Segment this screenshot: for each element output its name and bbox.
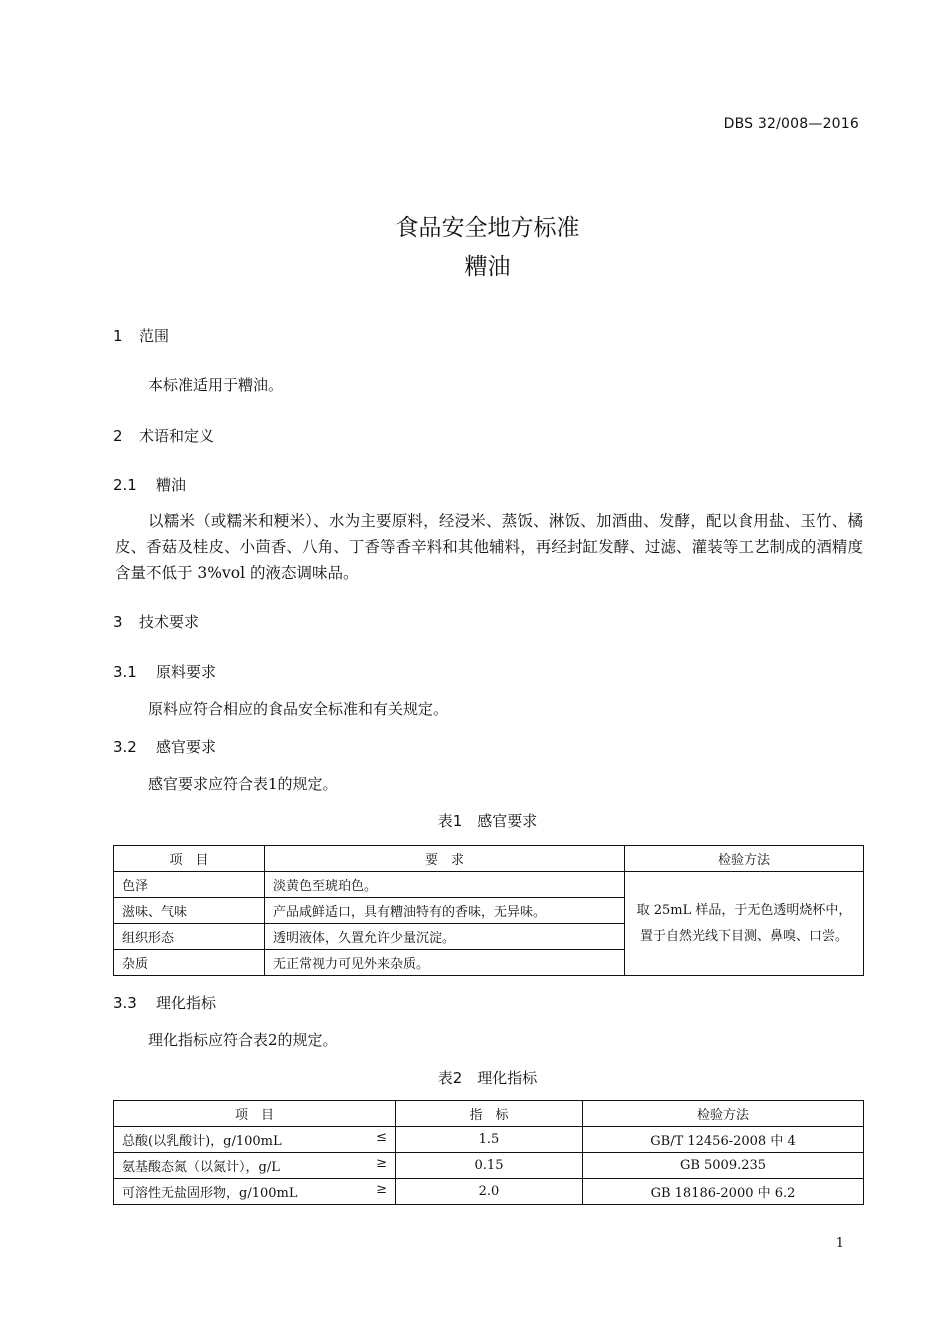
- table-cell-value: 2.0: [396, 1179, 583, 1205]
- document-code: DBS 32/008—2016: [723, 116, 859, 132]
- table-header-cell: 项 目: [114, 1101, 396, 1127]
- table-cell-requirement: 透明液体，久置允许少量沉淀。: [265, 924, 625, 950]
- section-1-text: 本标准适用于糟油。: [148, 376, 284, 394]
- table-header-row: [114, 1101, 864, 1127]
- section-number: 3.2: [113, 738, 137, 756]
- table-cell-method: GB 5009.235: [583, 1153, 864, 1179]
- section-number: 2.1: [113, 476, 137, 494]
- section-title: 理化指标: [156, 994, 217, 1012]
- table-cell-value: 0.15: [396, 1153, 583, 1179]
- table-cell-item: 色泽: [114, 872, 265, 898]
- table-cell-requirement: 淡黄色至琥珀色。: [265, 872, 625, 898]
- comparison-symbol: ≥: [376, 1182, 387, 1197]
- table-row: [114, 1179, 864, 1205]
- table-cell-item: [114, 1179, 396, 1205]
- section-number: 3: [113, 613, 123, 631]
- section-2-heading: [113, 425, 214, 446]
- item-label: 可溶性无盐固形物，g/100mL: [122, 1186, 298, 1201]
- table-cell-requirement: 产品咸鲜适口，具有糟油特有的香味，无异味。: [265, 898, 625, 924]
- section-3-1-text: 原料应符合相应的食品安全标准和有关规定。: [148, 700, 449, 718]
- section-number: 3.3: [113, 994, 137, 1012]
- table-header-cell: 检验方法: [583, 1101, 864, 1127]
- section-3-heading: [113, 611, 199, 632]
- table-cell-method: GB 18186-2000 中 6.2: [583, 1179, 864, 1205]
- table-cell-method: [625, 872, 864, 976]
- comparison-symbol: ≤: [376, 1130, 387, 1145]
- table-cell-item: 杂质: [114, 950, 265, 976]
- document-title: 食品安全地方标准: [395, 215, 580, 241]
- item-label: 总酸(以乳酸计)，g/100mL: [122, 1134, 282, 1149]
- section-3-1-heading: [113, 661, 216, 682]
- page-number: 1: [835, 1236, 844, 1251]
- table-cell-requirement: 无正常视力可见外来杂质。: [265, 950, 625, 976]
- section-2-1-definition: 以糯米（或糯米和粳米）、水为主要原料，经浸米、蒸饭、淋饭、加酒曲、发酵，配以食用盐、玉竹、橘皮、香菇及桂皮、小茴香、八角、丁香等香辛料和其他辅料，再经封缸发酵、过滤、灌装等工艺制成的酒精度含量不低于 3%vol 的液态调味品。: [115, 512, 863, 582]
- table-row: [114, 872, 864, 898]
- section-number: 2: [113, 427, 123, 445]
- document-subtitle: 糟油: [464, 254, 511, 280]
- table-row: [114, 1127, 864, 1153]
- table-1-caption: 表1 感官要求: [437, 812, 538, 830]
- comparison-symbol: ≥: [376, 1156, 387, 1171]
- section-number: 3.1: [113, 663, 137, 681]
- section-title: 感官要求: [156, 738, 217, 756]
- method-line: 取 25mL 样品，于无色透明烧杯中，: [636, 902, 852, 918]
- sensory-requirements-table: [113, 845, 864, 976]
- section-title: 糟油: [156, 476, 187, 494]
- section-2-1-heading: [113, 474, 186, 495]
- table-header-cell: 检验方法: [625, 846, 864, 872]
- section-3-3-heading: [113, 992, 216, 1013]
- section-number: 1: [113, 327, 123, 345]
- table-row: [114, 1153, 864, 1179]
- table-cell-item: [114, 1127, 396, 1153]
- table-cell-value: 1.5: [396, 1127, 583, 1153]
- table-cell-item: 组织形态: [114, 924, 265, 950]
- table-cell-method: GB/T 12456-2008 中 4: [583, 1127, 864, 1153]
- section-1-heading: [113, 325, 169, 346]
- table-header-row: [114, 846, 864, 872]
- section-3-2-heading: [113, 736, 216, 757]
- section-title: 范围: [139, 327, 170, 345]
- table-cell-item: [114, 1153, 396, 1179]
- method-line: 置于自然光线下目测、鼻嗅、口尝。: [639, 928, 848, 944]
- table-2-caption: 表2 理化指标: [437, 1069, 538, 1087]
- section-3-3-text: 理化指标应符合表2的规定。: [148, 1031, 338, 1049]
- section-title: 术语和定义: [139, 427, 215, 445]
- section-3-2-text: 感官要求应符合表1的规定。: [148, 775, 338, 793]
- item-label: 氨基酸态氮（以氮计），g/L: [122, 1160, 280, 1175]
- table-cell-item: 滋味、气味: [114, 898, 265, 924]
- table-header-cell: 项 目: [114, 846, 265, 872]
- physicochemical-indicators-table: [113, 1100, 864, 1205]
- table-header-cell: 指 标: [396, 1101, 583, 1127]
- section-title: 技术要求: [139, 613, 200, 631]
- table-header-cell: 要 求: [265, 846, 625, 872]
- section-title: 原料要求: [156, 663, 217, 681]
